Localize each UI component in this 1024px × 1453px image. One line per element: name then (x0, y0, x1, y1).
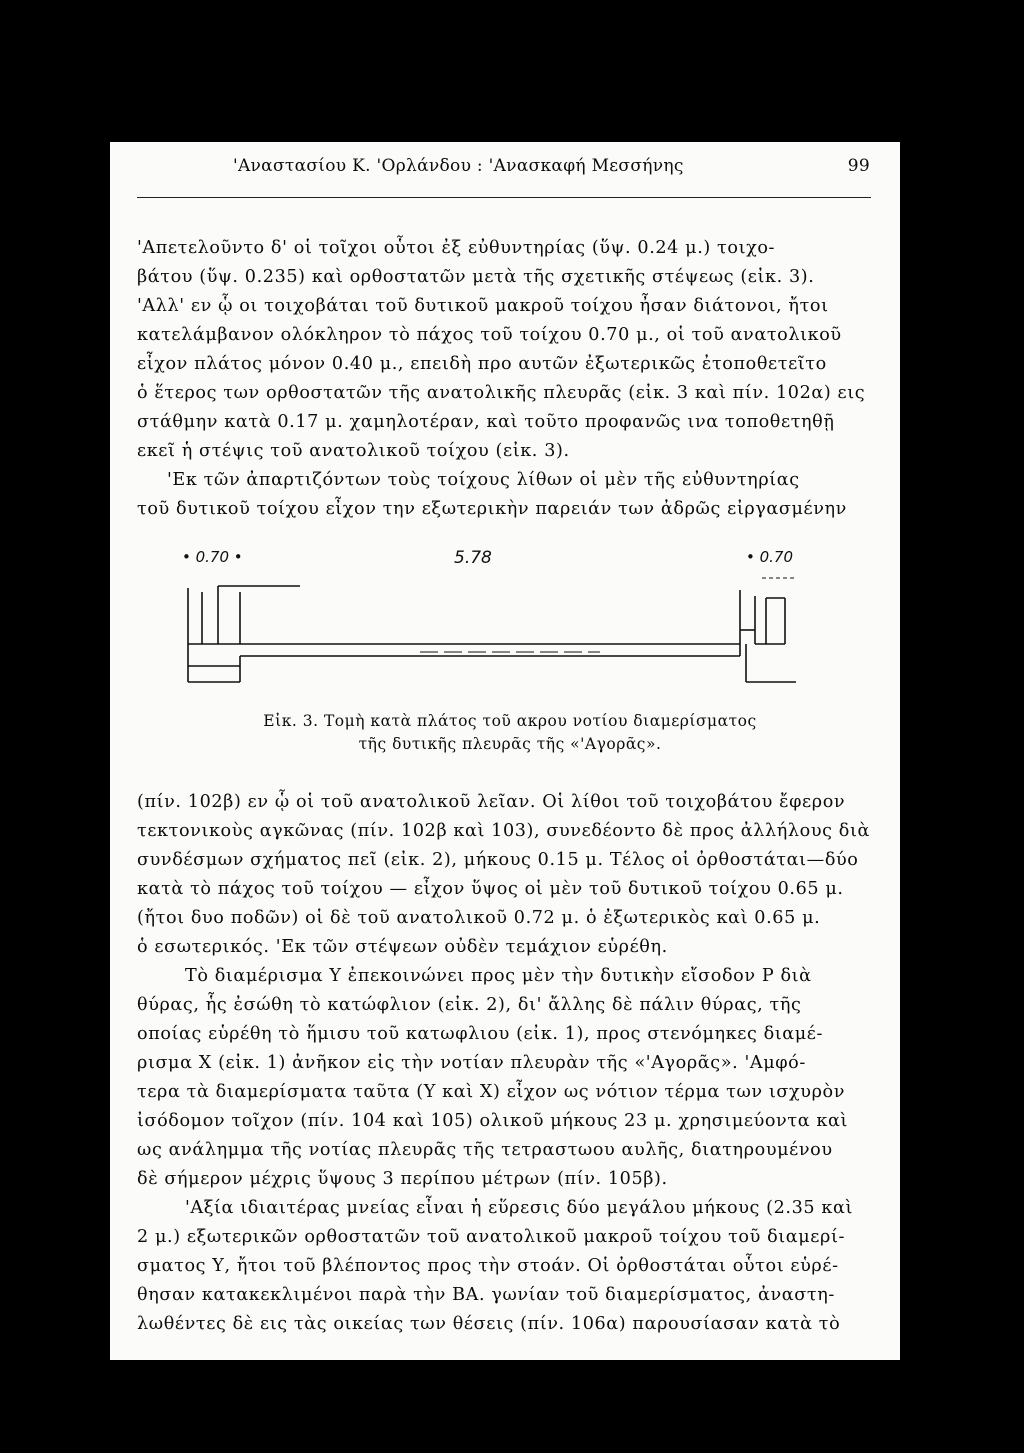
header-rule (137, 197, 871, 198)
text-line: θησαν κατακεκλιμένοι παρὰ τὴν ΒΑ. γωνίαν τοῦ διαμερίσματος, ἀναστη- (137, 1285, 835, 1305)
text-line: 'Αξία ιδιαιτέρας μνείας εἶναι ἡ εὕρεσις δύο μεγάλου μήκους (2.35 καὶ (185, 1198, 853, 1218)
text-line: κατὰ τὸ πάχος τοῦ τοίχου — εἶχον ὕψος οἱ μὲν τοῦ δυτικοῦ τοίχου 0.65 μ. (137, 879, 844, 899)
text-line: Τὸ διαμέρισμα Υ ἐπεκοινώνει προς μὲν τὴν δυτικὴν εἴσοδον Ρ διὰ (185, 966, 812, 986)
text-line: βάτου (ὕψ. 0.235) καὶ ορθοστατῶν μετὰ τῆς σχετικῆς στέψεως (εἰκ. 3). (137, 267, 815, 287)
text-line: τεκτονικοὺς αγκῶνας (πίν. 102β καὶ 103), συνεδέοντο δὲ προς ἀλλήλους διὰ (137, 821, 870, 841)
running-head-title: 'Αναστασίου Κ. 'Ορλάνδου : 'Ανασκαφή Μεσσήνης (233, 156, 684, 176)
caption-line: Εἰκ. 3. Τομὴ κατὰ πλάτος τοῦ ακρου νοτίου διαμερίσματος (263, 712, 757, 730)
text-line: ἰσόδομον τοῖχον (πίν. 104 καὶ 105) ολικοῦ μήκους 23 μ. χρησιμεύοντα καὶ (137, 1111, 848, 1131)
dimension-center: 5.78 (454, 548, 492, 568)
section-drawing-svg (180, 548, 800, 688)
figure-3-section-drawing (180, 548, 800, 688)
text-line: κατελάμβανον ολόκληρον τὸ πάχος τοῦ τοίχου 0.70 μ., οἱ τοῦ ανατολικοῦ (137, 325, 842, 345)
figure-caption (150, 710, 870, 756)
dimension-left: • 0.70 • (182, 548, 243, 566)
body-text (137, 788, 872, 1339)
text-line: 'Αλλ' εν ᾧ οι τοιχοβάται τοῦ δυτικοῦ μακροῦ τοίχου ἦσαν διάτονοι, ἤτοι (137, 296, 829, 316)
text-line: συνδέσμων σχήματος πεῖ (εἰκ. 2), μήκους 0.15 μ. Τέλος οἱ ὀρθοστάται—δύο (137, 850, 859, 870)
text-line: σματος Υ, ἤτοι τοῦ βλέποντος προς τὴν στοάν. Οἱ ὀρθοστάται οὗτοι εὑρέ- (137, 1256, 839, 1276)
text-line: θύρας, ἧς ἐσώθη τὸ κατώφλιον (εἰκ. 2), δι' ἄλλης δὲ πάλιν θύρας, τῆς (137, 995, 802, 1015)
text-line: τερα τὰ διαμερίσματα ταῦτα (Υ καὶ Χ) εἶχον ως νότιον τέρμα των ισχυρὸν (137, 1082, 846, 1102)
text-line: δὲ σήμερον μέχρις ὕψους 3 περίπου μέτρων (πίν. 105β). (137, 1169, 668, 1189)
text-line: (πίν. 102β) εν ᾧ οἱ τοῦ ανατολικοῦ λεῖαν. Οἱ λίθοι τοῦ τοιχοβάτου ἔφερον (137, 792, 846, 812)
text-line: λωθέντες δὲ εις τὰς οικείας των θέσεις (πίν. 106α) παρουσίασαν κατὰ τὸ (137, 1314, 841, 1334)
text-line: στάθμην κατὰ 0.17 μ. χαμηλοτέραν, καὶ τοῦτο προφανῶς ινα τοποθετηθῇ (137, 412, 835, 432)
text-line: ὁ εσωτερικός. 'Εκ τῶν στέψεων οὐδὲν τεμάχιον εὑρέθη. (137, 937, 668, 957)
text-line: (ἤτοι δυο ποδῶν) οἱ δὲ τοῦ ανατολικοῦ 0.72 μ. ὁ ἐξωτερικὸς καὶ 0.65 μ. (137, 908, 821, 928)
text-line: εκεῖ ἡ στέψις τοῦ ανατολικοῦ τοίχου (εἰκ. 3). (137, 441, 570, 461)
text-line: 'Εκ τῶν ἀπαρτιζόντων τοὺς τοίχους λίθων οἱ μὲν τῆς εὐθυντηρίας (167, 470, 800, 490)
text-line: ρισμα Χ (εἰκ. 1) ἀνῆκον εἰς τὴν νοτίαν πλευρὰν τῆς «'Αγορᾶς». 'Αμφό- (137, 1053, 806, 1073)
text-line: τοῦ δυτικοῦ τοίχου εἶχον την εξωτερικὴν παρειάν των ἀδρῶς εἰργασμένην (137, 499, 847, 519)
text-line: εἶχον πλάτος μόνον 0.40 μ., επειδὴ προ αυτῶν ἐξωτερικῶς ἐτοποθετεῖτο (137, 354, 827, 374)
text-line: ὁ ἕτερος των ορθοστατῶν τῆς ανατολικῆς πλευρᾶς (εἰκ. 3 καὶ πίν. 102α) εις (137, 383, 866, 403)
page-number: 99 (847, 156, 870, 176)
text-line: ως ανάλημμα τῆς νοτίας πλευρᾶς τῆς τετραστωου αυλῆς, διατηρουμένου (137, 1140, 833, 1160)
text-line: 'Απετελοῦντο δ' οἱ τοῖχοι οὗτοι ἐξ εὐθυντηρίας (ὕψ. 0.24 μ.) τοιχο- (137, 238, 776, 258)
text-line: οποίας εὑρέθη τὸ ἥμισυ τοῦ κατωφλιου (εἰκ. 1), προς στενόμηκες διαμέ- (137, 1024, 824, 1044)
caption-line: τῆς δυτικῆς πλευρᾶς τῆς «'Αγορᾶς». (358, 735, 662, 753)
dimension-right: • 0.70 (746, 548, 794, 566)
text-line: 2 μ.) εξωτερικῶν ορθοστατῶν τοῦ ανατολικοῦ μακροῦ τοίχου τοῦ διαμερί- (137, 1227, 845, 1247)
intro-text (137, 234, 872, 524)
